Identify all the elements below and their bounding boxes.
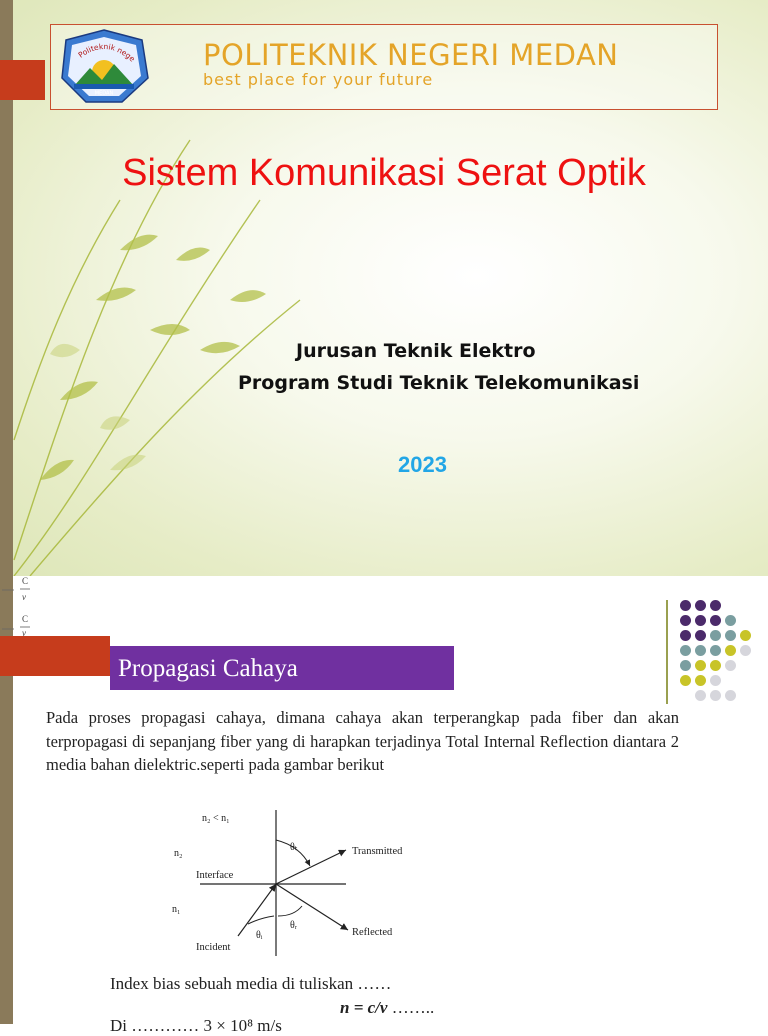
theta-i-label: θᵢ — [256, 930, 263, 941]
n2-label: n₂ — [174, 848, 183, 859]
dot — [695, 630, 706, 641]
dot — [680, 615, 691, 626]
corner-formula-fragment — [0, 576, 40, 636]
dot — [725, 615, 736, 626]
dot — [695, 600, 706, 611]
fragment-bottom-v: v — [22, 628, 26, 638]
index-description: Index bias sebuah media di tuliskan …… — [110, 974, 392, 993]
red-accent-tab — [0, 60, 45, 100]
institution-logo — [56, 28, 152, 106]
theta-r-label: θᵣ — [290, 920, 298, 931]
dot — [725, 690, 736, 701]
fragment-top-c: C — [22, 576, 29, 586]
institution-tagline: best place for your future — [203, 70, 434, 89]
dot — [710, 645, 721, 656]
formula-dots: …….. — [387, 998, 435, 1017]
dot — [695, 690, 706, 701]
dot — [740, 630, 751, 641]
cutoff-text: Di ………… 3 × 10⁸ m/s — [110, 1016, 282, 1035]
slide-title: Sistem Komunikasi Serat Optik — [122, 152, 646, 194]
logo-arc-text: Politeknik nege — [76, 41, 137, 64]
year-label: 2023 — [398, 452, 447, 477]
section-title: Propagasi Cahaya — [118, 655, 298, 682]
content-slide — [0, 576, 768, 1035]
dot — [710, 615, 721, 626]
dot — [710, 600, 721, 611]
dot — [725, 660, 736, 671]
interface-label: Interface — [196, 870, 234, 881]
dot — [695, 660, 706, 671]
department-name: Jurusan Teknik Elektro — [296, 340, 536, 362]
index-formula-line — [340, 998, 434, 1018]
dot — [680, 660, 691, 671]
dot — [725, 645, 736, 656]
dot — [695, 645, 706, 656]
dot — [680, 630, 691, 641]
dot — [695, 615, 706, 626]
fragment-bottom-c: C — [22, 614, 29, 624]
logo-bottom-text: MEDAN — [94, 90, 114, 97]
dot — [695, 675, 706, 686]
transmitted-label: Transmitted — [352, 846, 403, 857]
index-condition-label: n₂ < n₁ — [202, 813, 230, 824]
reflected-label: Reflected — [352, 927, 393, 938]
decorative-divider — [666, 600, 668, 704]
index-formula: n = c/v — [340, 998, 388, 1017]
dot — [680, 600, 691, 611]
body-paragraph: Pada proses propagasi cahaya, dimana cahaya akan terperangkap pada fiber dan akan terpropagasi di sepanjang fiber yang di harapkan terjadinya Total Internal Reflection diantara 2 media bahan dielektric.seperti pada gambar berikut — [46, 708, 679, 774]
red-accent-tab — [0, 636, 110, 676]
refraction-diagram — [150, 808, 440, 958]
dot — [710, 690, 721, 701]
institution-name: POLITEKNIK NEGERI MEDAN — [203, 38, 619, 72]
dot — [680, 675, 691, 686]
dot — [710, 660, 721, 671]
dot — [710, 630, 721, 641]
dot — [710, 675, 721, 686]
dot — [680, 645, 691, 656]
incident-label: Incident — [196, 942, 231, 953]
n1-label: n₁ — [172, 904, 181, 915]
dot — [740, 645, 751, 656]
theta-t-label: θₜ — [290, 842, 298, 853]
fragment-top-v: v — [22, 592, 26, 602]
dot — [725, 630, 736, 641]
program-name: Program Studi Teknik Telekomunikasi — [238, 372, 640, 394]
